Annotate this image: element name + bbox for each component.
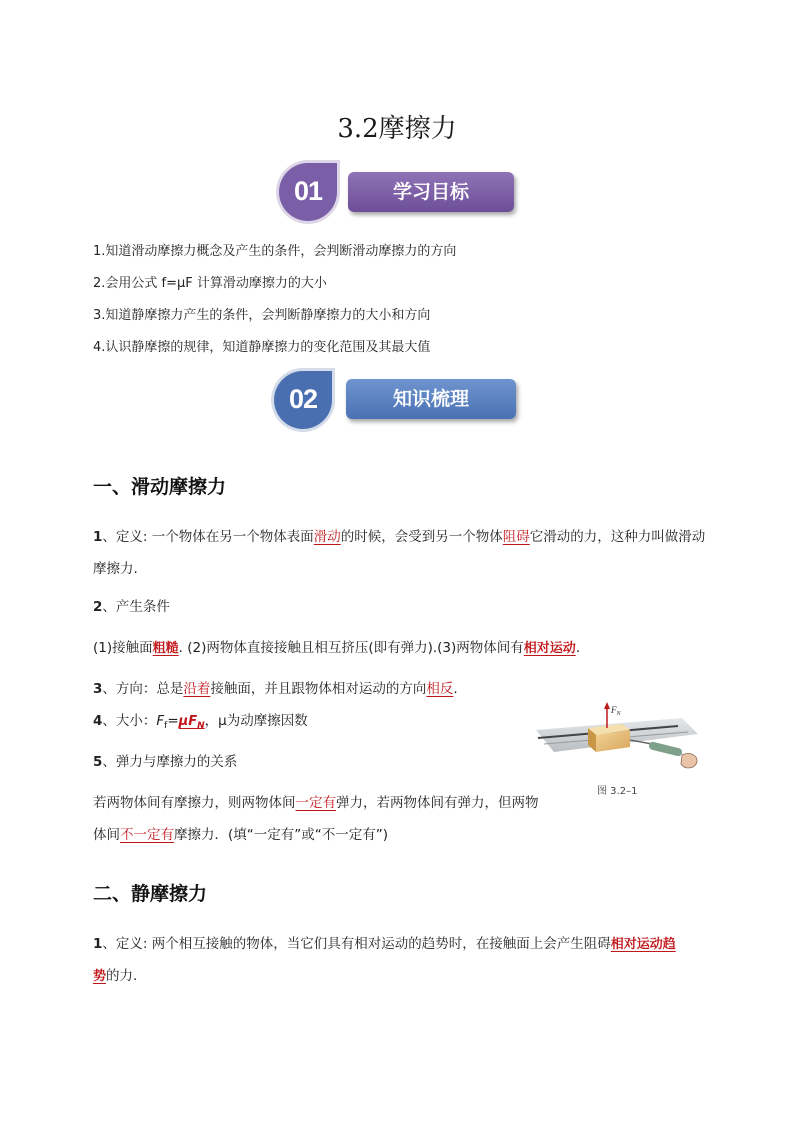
blank-answer: 一定有 xyxy=(295,795,336,811)
goal-item: 3.知道静摩擦力产生的条件，会判断静摩擦力的大小和方向 xyxy=(93,308,431,323)
heading-sliding-friction: 一、滑动摩擦力 xyxy=(93,476,227,498)
section-label: 学习目标 xyxy=(348,172,514,212)
relation-line-1: 若两物体间有摩擦力，则两物体间一定有弹力，若两物体间有弹力，但两物 xyxy=(93,795,539,811)
blank-answer: 势 xyxy=(93,969,107,984)
section-header-goals xyxy=(275,158,525,228)
blank-answer: 沿着 xyxy=(183,681,211,697)
blank-answer: 相反 xyxy=(426,681,454,697)
blank-answer: 粗糙 xyxy=(152,641,179,656)
relation-line-2: 体间不一定有摩擦力．(填“一定有”或“不一定有”) xyxy=(93,827,389,843)
goal-item: 4.认识静摩擦的规律，知道静摩擦力的变化范围及其最大值 xyxy=(93,340,431,355)
direction-line: 3、方向：总是沿着接触面，并且跟物体相对运动的方向相反. xyxy=(93,681,458,697)
section-number-badge xyxy=(275,158,343,226)
relation-title: 5、弹力与摩擦力的关系 xyxy=(93,754,238,770)
figure-caption: 图 3.2–1 xyxy=(597,786,638,797)
section-header-knowledge xyxy=(270,366,520,436)
blank-answer: 阻碍 xyxy=(502,529,530,545)
section-number-badge xyxy=(270,366,338,434)
section-number: 02 xyxy=(288,384,318,414)
heading-static-friction: 二、静摩擦力 xyxy=(93,883,208,905)
goal-item: 2.会用公式 f=μF 计算滑动摩擦力的大小 xyxy=(93,276,327,291)
blank-answer: 相对运动趋 xyxy=(610,937,676,952)
blank-answer: 滑动 xyxy=(313,529,341,545)
section-number: 01 xyxy=(293,176,323,206)
blank-answer: 不一定有 xyxy=(120,827,174,843)
blank-answer: $\mu F_N$ xyxy=(178,714,205,731)
sliding-definition-cont: 摩擦力. xyxy=(93,561,138,577)
static-definition-cont: 势的力. xyxy=(93,968,138,984)
static-definition: 1、定义: 两个相互接触的物体，当它们具有相对运动的趋势时，在接触面上会产生阻碍相对运动趋 xyxy=(93,936,676,952)
blank-answer: 相对运动 xyxy=(523,641,576,656)
section-label: 知识梳理 xyxy=(346,379,516,419)
sliding-definition: 1、定义: 一个物体在另一个物体表面滑动的时候，会受到另一个物体阻碍它滑动的力，这种力叫做滑动 xyxy=(93,529,706,545)
magnitude-line: 4、大小：$F_f=\mu F_N$，μ为动摩擦因数 xyxy=(93,713,308,731)
page-title: 3.2摩擦力 xyxy=(337,114,457,144)
condition-title: 2、产生条件 xyxy=(93,599,170,615)
svg-text:FN: $F_N$ xyxy=(611,705,621,717)
condition-items: (1)接触面粗糙. (2)两物体直接接触且相互挤压(即有弹力).(3)两物体间有相对运动. xyxy=(93,640,581,656)
goal-item: 1.知道滑动摩擦力概念及产生的条件，会判断滑动摩擦力的方向 xyxy=(93,244,457,259)
